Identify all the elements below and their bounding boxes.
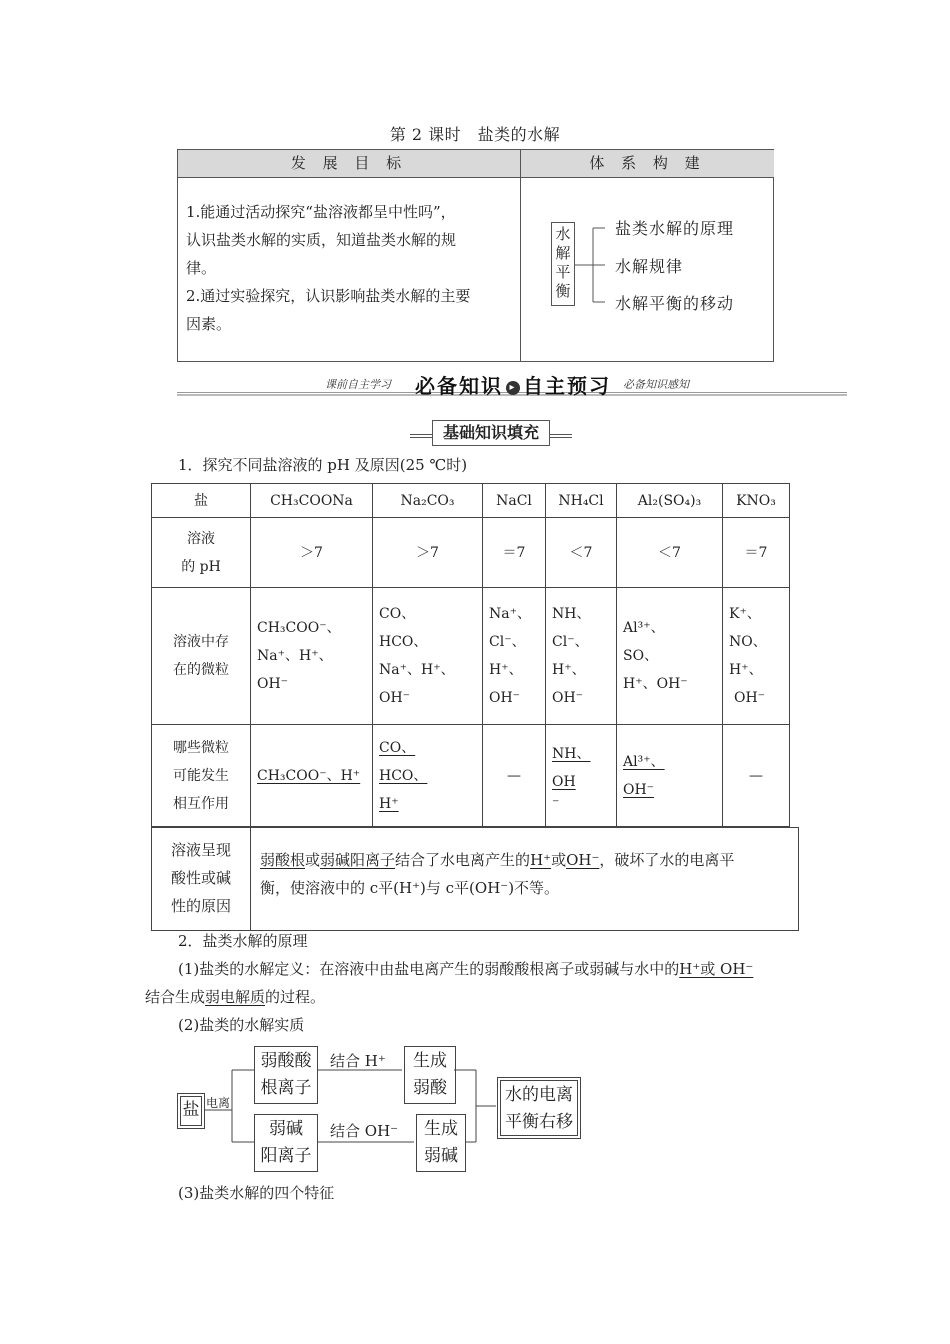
banner-title-right: 自主预习 bbox=[523, 374, 611, 398]
particle-line: OH⁻ bbox=[489, 690, 521, 706]
weak-acid-box bbox=[404, 1046, 456, 1104]
salt-name: CH₃COONa bbox=[251, 484, 373, 518]
interact-cell bbox=[546, 725, 617, 827]
reason-line: 衡，使溶液中的 c平(H⁺)与 c平(OH⁻)不等。 bbox=[260, 879, 560, 897]
particle-line: Na⁺、 bbox=[489, 606, 531, 622]
label-line: 溶液 bbox=[187, 530, 215, 547]
system-root-char: 平 bbox=[555, 263, 571, 281]
interact-line: NH、OH bbox=[552, 745, 591, 790]
table-row bbox=[152, 588, 790, 725]
goal-line: 1.能通过活动探究“盐溶液都呈中性吗”， bbox=[186, 203, 456, 221]
system-root-char: 衡 bbox=[555, 282, 571, 300]
banner-title bbox=[415, 370, 611, 399]
salt-name: KNO₃ bbox=[723, 484, 790, 518]
salt-table bbox=[151, 483, 790, 827]
definition-fragment: (1)盐类的水解定义：在溶液中由盐电离产生的弱酸酸根离子或弱碱与水中的 bbox=[178, 960, 680, 978]
label-line: 相互作用 bbox=[173, 795, 229, 812]
answer-blank: OH⁻ bbox=[566, 851, 600, 869]
answer-blank: H⁺或 OH⁻ bbox=[679, 960, 754, 978]
ph-value: ＝7 bbox=[723, 518, 790, 588]
box-line: 弱碱 bbox=[269, 1119, 303, 1139]
interact-line: Al³⁺、 bbox=[623, 753, 665, 770]
banner-title-left: 必备知识 bbox=[415, 374, 503, 398]
particle-line: OH⁻ bbox=[257, 676, 289, 692]
label-line: 溶液呈现 bbox=[170, 841, 231, 859]
particles-cell bbox=[483, 588, 546, 725]
result-box bbox=[500, 1080, 578, 1136]
lesson-title: 第 2 课时 盐类的水解 bbox=[389, 125, 561, 144]
answer-blank: 弱酸根 bbox=[260, 851, 306, 869]
particle-line: Na⁺、H⁺、 bbox=[379, 662, 455, 678]
section-label bbox=[410, 420, 572, 446]
base-cation-box bbox=[254, 1114, 318, 1172]
combine-oh-label: 结合 OH⁻ bbox=[330, 1122, 399, 1140]
particle-line: OH⁻ bbox=[379, 690, 411, 706]
particle-line: NH、 bbox=[552, 606, 591, 622]
interact-cell bbox=[723, 725, 790, 827]
acid-anion-box bbox=[254, 1046, 318, 1104]
answer-blank: 弱碱阳离子 bbox=[320, 851, 396, 869]
row-header-reason bbox=[152, 828, 251, 930]
particles-cell bbox=[251, 588, 373, 725]
particle-line: K⁺、 bbox=[729, 606, 761, 622]
goal-line: 因素。 bbox=[186, 315, 232, 333]
particle-line: Cl⁻、 bbox=[552, 634, 589, 650]
label-line: 酸性或碱 bbox=[170, 869, 231, 887]
interact-line: ⁻ bbox=[552, 795, 560, 812]
goal-line: 律。 bbox=[186, 259, 217, 277]
particle-line: OH⁻ bbox=[734, 690, 766, 706]
label-line: 的 pH bbox=[181, 558, 221, 575]
banner-right-caption: 必备知识感知 bbox=[623, 378, 689, 391]
particle-line: Na⁺、H⁺、 bbox=[257, 648, 333, 664]
particles-cell bbox=[617, 588, 723, 725]
ph-value: ＜7 bbox=[617, 518, 723, 588]
box-line: 生成 bbox=[413, 1051, 447, 1071]
box-line: 弱酸酸 bbox=[260, 1051, 312, 1071]
definition-line bbox=[178, 958, 810, 979]
ph-value: ＞7 bbox=[251, 518, 373, 588]
weak-base-box bbox=[416, 1114, 466, 1172]
particles-cell bbox=[723, 588, 790, 725]
table-row bbox=[152, 518, 790, 588]
label-line: 性的原因 bbox=[170, 897, 231, 915]
label-line: 在的微粒 bbox=[173, 662, 229, 678]
answer-blank: 弱电解质 bbox=[205, 988, 266, 1006]
goals-header: 发 展 目 标 bbox=[178, 150, 520, 178]
particle-line: Cl⁻、 bbox=[489, 634, 526, 650]
interact-line: — bbox=[507, 767, 521, 784]
particle-line: HCO、 bbox=[379, 634, 428, 650]
arrow-icon: ▸ bbox=[506, 381, 520, 395]
label-line: 可能发生 bbox=[173, 767, 229, 784]
interact-line: CH₃COO⁻、H⁺ bbox=[257, 767, 361, 784]
particle-line: NO、 bbox=[729, 634, 767, 650]
particle-line: H⁺、 bbox=[489, 662, 523, 678]
label-line: 溶液中存 bbox=[173, 634, 229, 650]
system-root-box bbox=[551, 222, 575, 306]
goals-table bbox=[177, 149, 774, 362]
particles-cell bbox=[373, 588, 483, 725]
particle-line: H⁺、 bbox=[552, 662, 586, 678]
interact-line: OH⁻ bbox=[623, 781, 655, 798]
question-2: 2．盐类水解的原理 bbox=[178, 932, 308, 950]
system-root-char: 解 bbox=[555, 244, 571, 262]
salt-name: Al₂(SO₄)₃ bbox=[617, 484, 723, 518]
row-header-salt: 盐 bbox=[152, 484, 251, 518]
particle-line: SO、 bbox=[623, 648, 659, 664]
box-line: 阳离子 bbox=[260, 1146, 312, 1166]
reason-fragment: ，破坏了水的电离平 bbox=[599, 851, 735, 869]
interact-line: HCO、 bbox=[379, 767, 428, 784]
row-header-ph bbox=[152, 518, 251, 588]
reason-line bbox=[260, 846, 790, 874]
goals-text bbox=[186, 198, 516, 338]
row-header-interact bbox=[152, 725, 251, 827]
reason-fragment: 结合了水电离产生的 bbox=[395, 851, 531, 869]
definition-fragment: 结合生成 bbox=[145, 988, 206, 1006]
box-line: 弱酸 bbox=[413, 1078, 447, 1098]
reason-fragment: 或 bbox=[305, 851, 321, 869]
section-label-text: 基础知识填充 bbox=[432, 420, 550, 446]
ph-value: ＜7 bbox=[546, 518, 617, 588]
particle-line: Al³⁺、 bbox=[623, 620, 665, 636]
reason-text bbox=[260, 846, 790, 902]
particle-line: H⁺、 bbox=[729, 662, 763, 678]
box-line: 弱碱 bbox=[424, 1146, 458, 1166]
table-row bbox=[152, 484, 790, 518]
answer-blank: H⁺ bbox=[530, 851, 552, 869]
ph-value: ＝7 bbox=[483, 518, 546, 588]
particle-line: H⁺、OH⁻ bbox=[623, 676, 688, 692]
interact-cell bbox=[373, 725, 483, 827]
box-line: 水的电离 bbox=[505, 1085, 573, 1105]
goal-line: 2.通过实验探究，认识影响盐类水解的主要 bbox=[186, 287, 471, 305]
bracket-connector bbox=[575, 225, 615, 305]
particle-line: CO、 bbox=[379, 606, 416, 622]
salt-name: NaCl bbox=[483, 484, 546, 518]
row-header-particles bbox=[152, 588, 251, 725]
table-divider bbox=[520, 150, 521, 361]
section-banner bbox=[177, 370, 847, 398]
interact-cell bbox=[251, 725, 373, 827]
interact-cell bbox=[483, 725, 546, 827]
table-row bbox=[152, 725, 790, 827]
box-line: 生成 bbox=[424, 1119, 458, 1139]
system-item: 水解规律 bbox=[615, 257, 684, 276]
system-root-char: 水 bbox=[555, 225, 571, 243]
reason-row bbox=[151, 827, 799, 931]
goal-line: 认识盐类水解的实质，知道盐类水解的规 bbox=[186, 231, 457, 249]
interact-line: CO、 bbox=[379, 739, 416, 756]
salt-name: Na₂CO₃ bbox=[373, 484, 483, 518]
banner-left-caption: 课前自主学习 bbox=[325, 378, 391, 391]
ionize-label: 电离 bbox=[206, 1096, 231, 1110]
salt-name: NH₄Cl bbox=[546, 484, 617, 518]
salt-box: 盐 bbox=[180, 1096, 202, 1126]
interact-cell bbox=[617, 725, 723, 827]
combine-h-label: 结合 H⁺ bbox=[330, 1052, 386, 1070]
box-line: 平衡右移 bbox=[505, 1112, 573, 1132]
reason-fragment: 或 bbox=[551, 851, 567, 869]
question-1: 1．探究不同盐溶液的 pH 及原因(25 ℃时) bbox=[178, 456, 468, 474]
particle-line: OH⁻ bbox=[552, 690, 584, 706]
definition-fragment: 的过程。 bbox=[265, 988, 326, 1006]
definition-line bbox=[145, 986, 325, 1007]
subquestion-essence: (2)盐类的水解实质 bbox=[178, 1016, 305, 1034]
particles-cell bbox=[546, 588, 617, 725]
subquestion-features: (3)盐类水解的四个特征 bbox=[178, 1184, 335, 1202]
system-item: 水解平衡的移动 bbox=[615, 294, 735, 313]
box-line: 根离子 bbox=[260, 1078, 312, 1098]
particle-line: CH₃COO⁻、 bbox=[257, 620, 341, 636]
system-header: 体 系 构 建 bbox=[521, 150, 774, 178]
ph-value: ＞7 bbox=[373, 518, 483, 588]
interact-line: — bbox=[749, 767, 763, 784]
system-item: 盐类水解的原理 bbox=[615, 219, 735, 238]
label-line: 哪些微粒 bbox=[173, 739, 229, 756]
interact-line: H⁺ bbox=[379, 795, 399, 812]
